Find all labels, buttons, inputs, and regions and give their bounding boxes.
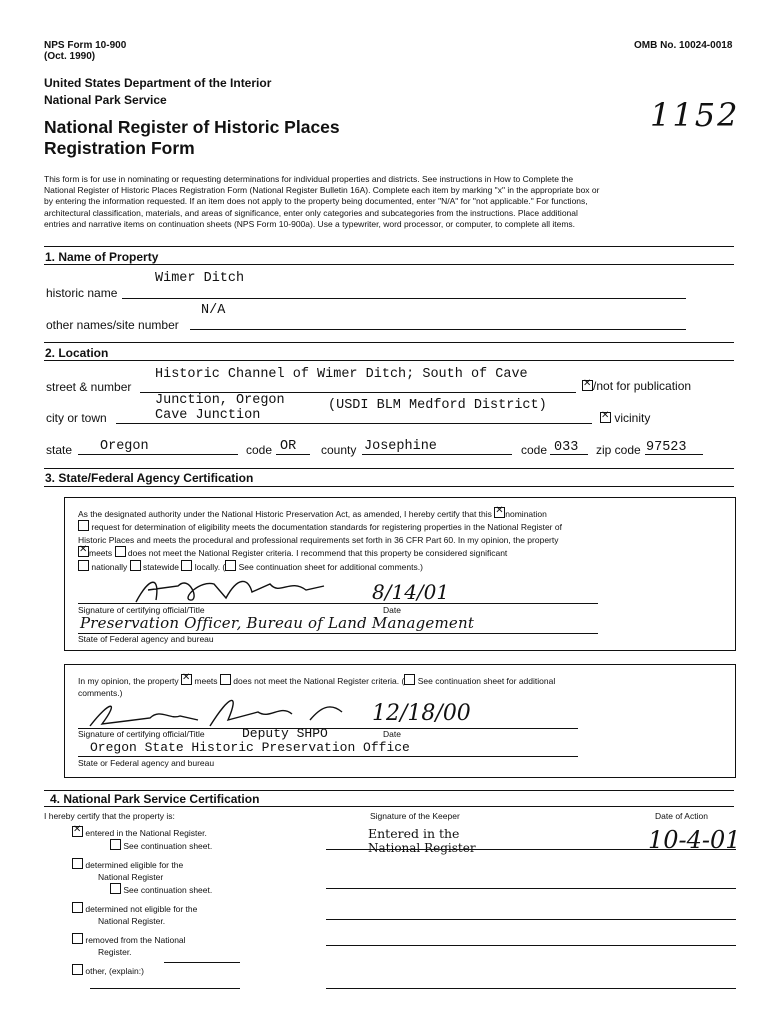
not-for-publication-checkbox[interactable] <box>582 380 593 391</box>
continuation-label-1: See continuation sheet for additional comments.) <box>238 561 423 572</box>
opinion-meets-checkbox[interactable] <box>181 674 192 685</box>
not-eligible-label: determined not eligible for the <box>85 904 198 914</box>
omb-number: OMB No. 10024-0018 <box>634 40 733 51</box>
opt2-continuation-checkbox[interactable] <box>110 883 121 894</box>
form-id: NPS Form 10-900 <box>44 40 127 51</box>
instructions-line-1: This form is for use in nominating or requesting determinations for individual properties and districts. See instructions in How to Complete the <box>44 174 574 184</box>
action-date-label: Date of Action <box>655 811 708 821</box>
does-not-meet-checkbox[interactable] <box>115 546 126 557</box>
cert-line-4: does not meet the National Register criteria. I recommend that this property be considered significant <box>127 548 508 559</box>
section-1-heading: 1. Name of Property <box>45 250 159 264</box>
county-label: county <box>321 443 357 457</box>
nationally-label: nationally <box>91 561 128 572</box>
instructions <box>44 174 734 230</box>
signature-2-date: 12/18/00 <box>372 701 471 726</box>
entered-stamp-line-2: National Register <box>368 841 476 855</box>
not-eligible-label-2: National Register. <box>98 916 166 926</box>
opinion-meets-label: meets <box>194 676 218 686</box>
county-value[interactable]: Josephine <box>364 439 437 454</box>
cert-line-3: Historic Places and meets the procedural and professional requirements set forth in 36 CFR Part 60. In my opinion, the property <box>78 534 559 545</box>
removed-label-2: Register. <box>98 947 132 957</box>
vicinity <box>600 411 650 425</box>
state-value[interactable]: Oregon <box>100 439 149 454</box>
vicinity-checkbox[interactable] <box>600 412 611 423</box>
certification-text <box>78 507 718 573</box>
opinion-comments: comments.) <box>78 688 123 698</box>
county-code-value[interactable]: 033 <box>554 440 579 455</box>
meets-label: meets <box>89 548 113 559</box>
section-3-heading: 3. State/Federal Agency Certification <box>45 471 254 485</box>
bureau-1-label: State of Federal agency and bureau <box>78 634 214 644</box>
street-line-1[interactable]: Historic Channel of Wimer Ditch; South of Cave <box>155 367 528 382</box>
entered-stamp-line-1: Entered in the <box>368 826 460 841</box>
removed-checkbox[interactable] <box>72 933 83 944</box>
instructions-line-2: National Register of Historic Places Registration Form (National Register Bulletin 16A). Complete each item by marking "x" in the appropriate box or <box>44 185 600 196</box>
eligible-checkbox[interactable] <box>72 858 83 869</box>
instructions-line-5: entries and narrative items on continuation sheets (NPS Form 10-900a). Use a typewriter, word processor, or computer, to complete all items. <box>44 218 576 229</box>
signature-2-label: Signature of certifying official/Title <box>78 729 205 739</box>
opinion-does-not-meet-checkbox[interactable] <box>220 674 231 685</box>
meets-checkbox[interactable] <box>78 546 89 557</box>
keeper-label: Signature of the Keeper <box>370 811 460 821</box>
nps-options <box>72 826 212 977</box>
instructions-line-3: by entering the information requested. If an item does not apply to the property being documented, enter "N/A" for "not applicable." For functions, <box>44 196 588 207</box>
section-4-heading: 4. National Park Service Certification <box>50 792 260 806</box>
opt1-continuation-checkbox[interactable] <box>110 839 121 850</box>
eligible-label: determined eligible for the <box>85 860 184 870</box>
bureau-handwritten: Preservation Officer, Bureau of Land Management <box>80 614 475 632</box>
instructions-line-4: architectural classification, materials, and areas of significance, enter only categories and subcategories from the instructions. Place additional <box>44 207 578 218</box>
locally-checkbox[interactable] <box>181 560 192 571</box>
historic-name-label: historic name <box>46 286 118 300</box>
nationally-checkbox[interactable] <box>78 560 89 571</box>
form-title-2: Registration Form <box>44 138 195 158</box>
not-for-publication-label: not for publication <box>596 379 692 393</box>
zip-label: zip code <box>596 443 641 457</box>
other-label: other, (explain:) <box>85 966 144 976</box>
statewide-checkbox[interactable] <box>130 560 141 571</box>
section-2-heading: 2. Location <box>45 346 109 360</box>
nomination-label: nomination <box>505 509 547 519</box>
city-value[interactable]: Cave Junction <box>155 408 261 423</box>
street-line-2[interactable]: Junction, Oregon <box>155 393 285 408</box>
other-names-value[interactable]: N/A <box>201 303 226 318</box>
department: United States Department of the Interior <box>44 76 272 90</box>
cert-line-2: request for determination of eligibility meets the documentation standards for registering properties in the National Register of <box>91 522 562 533</box>
signature-1-label: Signature of certifying official/Title <box>78 605 205 615</box>
date-1-label: Date <box>383 605 401 615</box>
handwritten-number: 1152 <box>650 96 740 134</box>
opinion-line-1: In my opinion, the property <box>78 676 179 686</box>
continuation-checkbox-2[interactable] <box>404 674 415 685</box>
continuation-label-2: See continuation sheet for additional <box>417 676 556 686</box>
state-label: state <box>46 443 73 457</box>
cert-line-1: As the designated authority under the National Historic Preservation Act, as amended, I hereby certify that this <box>78 509 492 519</box>
zip-value[interactable]: 97523 <box>646 440 687 455</box>
request-checkbox[interactable] <box>78 520 89 531</box>
signature-2-title[interactable]: Deputy SHPO <box>242 726 328 741</box>
signature-1-date: 8/14/01 <box>372 580 450 604</box>
county-code-label: code <box>521 443 548 457</box>
city-label: city or town <box>46 411 107 425</box>
office-value[interactable]: Oregon State Historic Preservation Office <box>90 740 410 755</box>
continuation-checkbox-1[interactable] <box>225 560 236 571</box>
not-eligible-checkbox[interactable] <box>72 902 83 913</box>
other-checkbox[interactable] <box>72 964 83 975</box>
not-for-publication: ✕ /not for publication <box>582 379 691 393</box>
nomination-checkbox[interactable] <box>494 507 505 518</box>
date-2-label: Date <box>383 729 401 739</box>
opt2-continuation-label: See continuation sheet. <box>123 885 213 895</box>
entered-checkbox[interactable] <box>72 826 83 837</box>
state-code-value[interactable]: OR <box>280 439 297 454</box>
opt1-continuation-label: See continuation sheet. <box>123 841 213 851</box>
historic-name-value[interactable]: Wimer Ditch <box>155 271 245 286</box>
other-names-label: other names/site number <box>46 318 179 332</box>
agency: National Park Service <box>44 93 167 107</box>
action-date-value: 10-4-01 <box>648 826 741 854</box>
removed-label: removed from the National <box>85 935 186 945</box>
form-date: (Oct. 1990) <box>44 51 96 62</box>
locally-label: locally. ( <box>194 561 226 572</box>
statewide-label: statewide <box>143 561 179 572</box>
entered-label: entered in the National Register. <box>85 828 207 838</box>
state-code-label: code <box>246 443 273 457</box>
opinion-line-1b: does not meet the National Register criteria. ( <box>233 676 405 686</box>
eligible-label-2: National Register <box>98 872 164 882</box>
vicinity-label: vicinity <box>614 411 651 425</box>
street-label: street & number <box>46 380 132 394</box>
certify-label: I hereby certify that the property is: <box>44 811 175 821</box>
bureau-2-label: State or Federal agency and bureau <box>78 758 215 768</box>
form-title-1: National Register of Historic Places <box>44 117 340 137</box>
street-extra[interactable]: (USDI BLM Medford District) <box>328 398 547 413</box>
